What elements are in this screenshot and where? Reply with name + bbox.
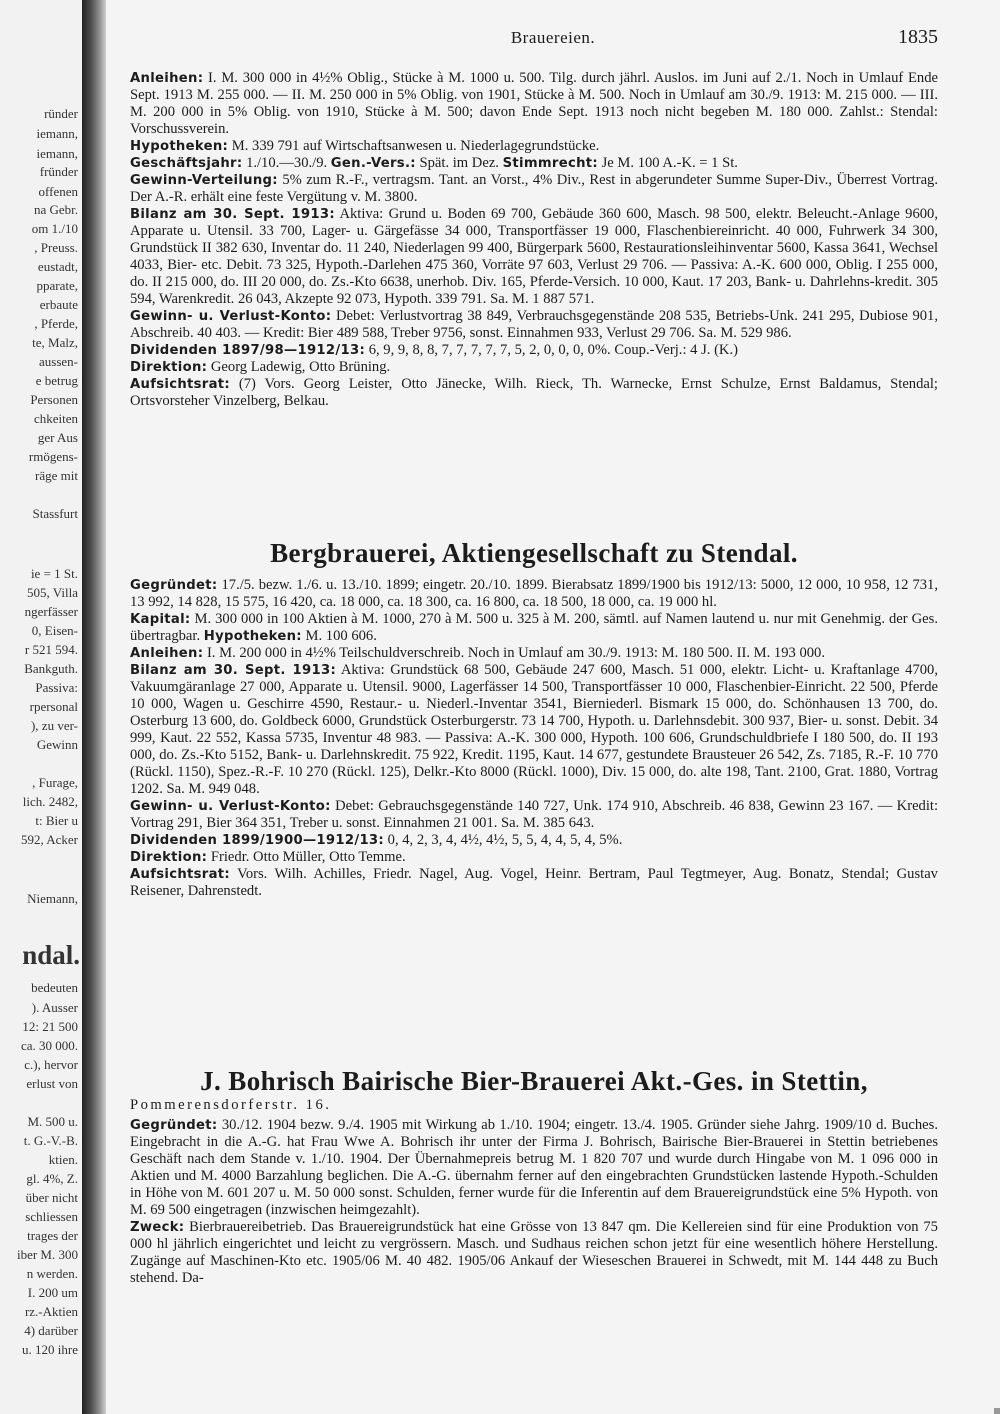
section-bergbrauerei-stendal [130, 538, 938, 900]
text-genvers: Spät. im Dez. [419, 155, 499, 171]
facing-page-text-fragment: rz.-Aktien [24, 1304, 78, 1319]
facing-page-text-fragment: , Furage, [32, 775, 78, 790]
facing-page-text-fragment: rmögens- [28, 449, 78, 464]
facing-page-text-fragment: trages der [27, 1228, 78, 1243]
running-head [106, 28, 1000, 52]
facing-page-text-fragment: , Pferde, [34, 316, 78, 331]
text-direktion: Georg Ladewig, Otto Brüning. [210, 359, 391, 375]
text-dividenden: 6, 9, 9, 8, 8, 7, 7, 7, 7, 7, 5, 2, 0, 0, 0, 0%. Coup.-Verj.: 4 J. (K.) [368, 342, 738, 358]
label-gegruendet: Gegründet: [130, 578, 218, 593]
label-hypotheken: Hypotheken: [130, 139, 229, 154]
text-hypotheken: M. 339 791 auf Wirtschaftsanwesen u. Niederlagegrundstücke. [231, 138, 600, 154]
entry-anleihen [130, 70, 938, 138]
text-gegruendet-3: 30./12. 1904 bezw. 9./4. 1905 mit Wirkung ab 1./10. 1904; eingetr. 13./4. 1905. Gründer siehe Jahrg. 1909/10 d. Buches. Eingebracht in die A.-G. hat Frau Wwe A. Bohrisch ihr unter der Firma J. Bohrisch, Bairische Bier-Brauerei in Stettin betriebenes Geschäft nach dem Stande v. 1./10. 1904. Der Übernahmepreis betrug M. 1 820 707 und wurde durch Hingabe von M. 1 096 000 in Aktien und M. 4000 Barzahlung beglichen. Die A.-G. übernahm ferner auf den eingebrachten Grundstücken lastende Hypoth.-Schulden in Höhe von M. 601 207 u. M. 50 000 sonst. Schulden, ferner wurde für die Inferentin auf dem Brauereigrundstück eine 5% Hypoth. von M. 69 500 eingetragen (inzwischen heimgezahlt). [130, 1117, 938, 1218]
facing-page-text-fragment: e betrug [35, 373, 78, 388]
facing-page-text-fragment: fründer [39, 164, 78, 179]
label-bilanz-2: Bilanz am 30. Sept. 1913: [130, 663, 337, 678]
facing-page-text-fragment: räge mit [35, 468, 78, 483]
facing-page-text-fragment: ndal. [22, 940, 80, 970]
text-aufsichtsrat: (7) Vors. Georg Leister, Otto Jänecke, Wilh. Rieck, Th. Warnecke, Ernst Schulze, Ernst Baldamus, Stendal; Ortsvorsteher Vinzelberg, Belkau. [130, 376, 938, 409]
company-title-bergbrauerei: Bergbrauerei, Aktiengesellschaft zu Stendal. [270, 538, 798, 568]
facing-page-text-fragment: 592, Acker [20, 832, 78, 847]
text-guv: Debet: Verlustvortrag 38 849, Verbrauchsgegenstände 208 535, Betriebs-Unk. 241 295, Dubiose 901, Abschreib. 40 403. — Kredit: Bier 489 588, Treber 9756, sonst. Einnahmen 933, Verlust 29 706. Sa. M. 529 986. [130, 308, 938, 341]
book-gutter [82, 0, 106, 1414]
document-page [106, 0, 1000, 1414]
label-genvers: Gen.-Vers.: [330, 156, 416, 171]
facing-page-text-fragment: ca. 30 000. [20, 1038, 78, 1053]
entry-direktion [130, 359, 938, 376]
facing-page-text-fragment: rpersonal [29, 699, 78, 714]
facing-page-text-fragment: 12: 21 500 [22, 1019, 78, 1034]
label-gegruendet-3: Gegründet: [130, 1118, 218, 1133]
facing-page-text-fragment: schliessen [25, 1209, 78, 1224]
page-corner-mark [994, 1408, 1000, 1414]
facing-page-text-fragment: ründer [44, 106, 78, 121]
section-bohrisch-stettin [130, 1066, 938, 1287]
entry-dividenden-2 [130, 832, 938, 849]
text-direktion-2: Friedr. Otto Müller, Otto Temme. [210, 849, 406, 865]
text-dividenden-2: 0, 4, 2, 3, 4, 4½, 4½, 5, 5, 4, 4, 5, 4, 5%. [387, 832, 623, 848]
facing-page-text-fragment: offenen [38, 184, 78, 199]
label-direktion: Direktion: [130, 360, 208, 375]
label-anleihen-2: Anleihen: [130, 646, 204, 661]
facing-page-text-fragment: erbaute [39, 297, 78, 312]
label-guv: Gewinn- u. Verlust-Konto: [130, 309, 332, 324]
section-previous-company [130, 70, 938, 410]
facing-page-text-fragment: 505, Villa [27, 585, 78, 600]
facing-page-fragment [0, 0, 82, 1414]
facing-page-text-fragment: Passiva: [35, 680, 78, 695]
company-address: Pommerensdorferstr. 16. [130, 1097, 332, 1113]
facing-page-text-fragment: gl. 4%, Z. [26, 1171, 78, 1186]
facing-page-text-fragment: te, Malz, [32, 335, 78, 350]
facing-page-text-fragment: iemann, [36, 146, 78, 161]
facing-page-text-fragment: , Preuss. [34, 240, 78, 255]
entry-bilanz-2 [130, 662, 938, 798]
facing-page-text-fragment: bedeuten [31, 980, 78, 995]
text-aufsichtsrat-2: Vors. Wilh. Achilles, Friedr. Nagel, Aug. Vogel, Heinr. Bertram, Paul Tegtmeyer, Aug. Bonatz, Stendal; Gustav Reisener, Dahrenstedt. [130, 866, 938, 899]
facing-page-text-fragment: über nicht [25, 1190, 78, 1205]
entry-anleihen-2 [130, 645, 938, 662]
text-anleihen: I. M. 300 000 in 4½% Oblig., Stücke à M. 1000 u. 500. Tilg. durch jährl. Auslos. im Juni auf 2./1. Noch in Umlauf Ende Sept. 1913 M. 255 000. — II. M. 250 000 in 5% Oblig. von 1901, Stücke à M. 500. Noch in Umlauf am 30./9. 1913: M. 215 000. — III. M. 200 000 in 5% Oblig. von 1910, Stücke à M. 500; davon Ende Sept. 1913 noch nicht begeben M. 180 000. Zahlst.: Stendal: Vorschussverein. [130, 70, 938, 137]
facing-page-text-fragment: om 1./10 [31, 221, 78, 236]
label-geschaeftsjahr: Geschäftsjahr: [130, 156, 243, 171]
entry-aufsichtsrat [130, 376, 938, 410]
text-zweck: Bierbrauereibetrieb. Das Brauereigrundstück hat eine Grösse von 13 847 qm. Die Kellereien sind für eine Produktion von 75 000 hl jährlich eingerichtet und leicht zu vergrössern. Masch. und Sudhaus reichen schon jetzt für eine wesentlich höhere Herstellung. Zugänge auf Maschinen-Kto etc. 1905/06 M. 40 482. 1905/06 Ankauf der Wieseschen Brauerei in Schwedt, mit M. 144 448 zu Buch stehend. Da- [130, 1219, 938, 1286]
text-bilanz: Aktiva: Grund u. Boden 69 700, Gebäude 360 600, Masch. 98 500, elektr. Beleucht.-Anlage 9600, Apparate u. Utensil. 33 700, Lager- u. Gärgefässe 34 000, Transportfässer 19 000, Flaschenbiereinricht. 40 000, Fuhrwerk 34 300, Grundstück II 382 630, Inventar do. 11 240, Niederlagen 99 400, Bürgerpark 5600, Restaurationsleihinventar 5600, Kassa 3641, Wechsel 4033, Bier- etc. Debit. 73 325, Hypoth.-Darlehen 475 360, Vorräte 97 603, Verlust 29 706. — Passiva: A.-K. 600 000, Oblig. I 255 000, do. II 215 000, do. III 20 000, do. Zs.-Kto 6638, unerhob. Div. 165, Pferde-Versich. 10 000, Kaut. 17 203, Bank- u. Dahrlehns-kredit. 305 594, Warenkredit. 26 043, Akzepte 92 073, Hypoth. 339 791. Sa. M. 1 887 571. [130, 206, 938, 307]
text-bilanz-2: Aktiva: Grundstück 68 500, Gebäude 247 600, Masch. 51 000, elektr. Licht- u. Kraftanlage 4700, Vakuumgäranlage 27 000, Apparate u. Utensil. 9000, Lagerfässer 14 500, Transportfässer 10 000, Flaschenbier-Einricht. 22 500, Pferde 10 000, Wagen u. Geschirre 4590, Restaur.- u. Niederl.-Inventar 3541, Bierniederl. Bismark 15 000, do. Schönhausen 13 700, do. Osterburg 13 600, do. Goldbeck 6000, Grundstück Osterburgerstr. 73 14 700, Hypoth. u. Darlehnsdebit. 300 937, Bier- u. sonst. Debit. 34 999, Kaut. 22 552, Kassa 5735, Inventur 48 983. — Passiva: A.-K. 300 000, Hypoth. 100 606, Grundschuldbriefe I 180 500, do. II 193 000, do. Zs.-Kto 5152, Bank- u. Darlehnskredit. 75 922, Kredit. 1195, Kaut. 14 677, gestundete Brausteuer 26 542, Zs. 7185, R.-F. 10 770 (Rückl. 1150), Spez.-R.-F. 10 270 (Rückl. 125), Delkr.-Kto 8000 (Rückl. 1000), Div. 15 000, do. alte 198, Tant. 2100, Grat. 1880, Vortrag 1202. Sa. M. 949 048. [130, 662, 938, 797]
entry-kapital [130, 611, 938, 645]
label-aufsichtsrat-2: Aufsichtsrat: [130, 867, 230, 882]
label-hypotheken-2: Hypotheken: [203, 629, 302, 644]
facing-page-text-fragment: n werden. [26, 1266, 78, 1281]
facing-page-text-fragment: 0, Eisen- [31, 623, 78, 638]
page-number: 1835 [898, 26, 938, 48]
facing-page-text-fragment: Bankguth. [24, 661, 78, 676]
label-bilanz: Bilanz am 30. Sept. 1913: [130, 207, 335, 222]
text-hypotheken-2: M. 100 606. [305, 628, 377, 644]
company-title-bohrisch: J. Bohrisch Bairische Bier-Brauerei Akt.-Ges. in Stettin, [200, 1066, 868, 1096]
entry-guv [130, 308, 938, 342]
entry-bilanz [130, 206, 938, 308]
facing-page-text-fragment: ger Aus [37, 430, 78, 445]
label-direktion-2: Direktion: [130, 850, 208, 865]
facing-page-text-fragment: lich. 2482, [22, 794, 78, 809]
entry-gewinnverteilung [130, 172, 938, 206]
text-gewinnverteilung: 5% zum R.-F., vertragsm. Tant. an Vorst., 4% Div., Rest in abgerundeter Summe Super-Div., Überrest Vortrag. Der A.-R. erhält eine feste Vergütung v. M. 3800. [130, 172, 938, 205]
facing-page-text-fragment: ie = 1 St. [30, 566, 78, 581]
label-dividenden: Dividenden 1897/98—1912/13: [130, 343, 366, 358]
text-guv-2: Debet: Gebrauchsgegenstände 140 727, Unk. 174 910, Abschreib. 46 838, Gewinn 23 167. — Kredit: Vortrag 291, Bier 364 351, Treber u. sonst. Einnahmen 21 001. Sa. M. 385 643. [130, 798, 939, 831]
text-kapital: M. 300 000 in 100 Aktien à M. 1000, 270 à M. 500 u. 325 à M. 200, sämtl. auf Namen lautend u. nur mit Genehmig. der Ges. übertragbar. [130, 611, 938, 644]
facing-page-text-fragment: c.), hervor [24, 1057, 78, 1072]
entry-gegruendet-3 [130, 1117, 938, 1219]
label-guv-2: Gewinn- u. Verlust-Konto: [130, 799, 331, 814]
facing-page-text-fragment: ktien. [48, 1152, 78, 1167]
label-zweck: Zweck: [130, 1220, 185, 1235]
facing-page-text-fragment: u. 120 ihre [22, 1342, 78, 1357]
label-dividenden-2: Dividenden 1899/1900—1912/13: [130, 833, 384, 848]
facing-page-text-fragment: M. 500 u. [27, 1114, 78, 1129]
facing-page-text-fragment: erlust von [26, 1076, 78, 1091]
entry-gegruendet [130, 577, 938, 611]
label-stimmrecht: Stimmrecht: [502, 156, 598, 171]
entry-aufsichtsrat-2 [130, 866, 938, 900]
facing-page-text-fragment: t. G.-V.-B. [23, 1133, 78, 1148]
text-geschaeftsjahr: 1./10.—30./9. [246, 155, 328, 171]
text-stimmrecht: Je M. 100 A.-K. = 1 St. [601, 155, 738, 171]
entry-dividenden [130, 342, 938, 359]
text-gegruendet: 17./5. bezw. 1./6. u. 13./10. 1899; eingetr. 20./10. 1899. Bierabsatz 1899/1900 bis 1912/13: 5000, 12 000, 10 958, 12 731, 13 992, 14 828, 15 575, 16 420, ca. 18 000, ca. 18 300, ca. 16 800, ca. 18 500, 18 000, ca. 19 000 hl. [130, 577, 938, 610]
facing-page-text-fragment: na Gebr. [33, 202, 78, 217]
facing-page-text-fragment: Personen [30, 392, 78, 407]
facing-page-text-fragment: r 521 594. [24, 642, 78, 657]
facing-page-text-fragment: ), zu ver- [30, 718, 78, 733]
label-kapital: Kapital: [130, 612, 191, 627]
entry-geschaeftsjahr [130, 155, 938, 172]
facing-page-text-fragment: t: Bier u [35, 813, 78, 828]
facing-page-text-fragment: iemann, [36, 126, 78, 141]
text-anleihen-2: I. M. 200 000 in 4½% Teilschuldverschreib. Noch in Umlauf am 30./9. 1913: M. 180 500. II. M. 193 000. [206, 645, 825, 661]
label-aufsichtsrat: Aufsichtsrat: [130, 377, 230, 392]
facing-page-text-fragment: eustadt, [37, 259, 78, 274]
label-gewinnverteilung: Gewinn-Verteilung: [130, 173, 278, 188]
facing-page-text-fragment: 4) darüber [24, 1323, 78, 1338]
entry-guv-2 [130, 798, 938, 832]
facing-page-text-fragment: I. 200 um [27, 1285, 78, 1300]
entry-zweck [130, 1219, 938, 1287]
facing-page-text-fragment: ). Ausser [31, 1000, 78, 1015]
facing-page-text-fragment: aussen- [39, 354, 78, 369]
facing-page-text-fragment: ngerfässer [24, 604, 78, 619]
facing-page-text-fragment: pparate, [36, 278, 78, 293]
label-anleihen: Anleihen: [130, 71, 204, 86]
entry-hypotheken [130, 138, 938, 155]
entry-direktion-2 [130, 849, 938, 866]
facing-page-text-fragment: chkeiten [33, 411, 78, 426]
running-head-title: Brauereien. [510, 28, 596, 47]
facing-page-text-fragment: Stassfurt [32, 506, 78, 521]
facing-page-text-fragment: Gewinn [36, 737, 78, 752]
facing-page-text-fragment: Niemann, [27, 891, 78, 906]
facing-page-text-fragment: iber M. 300 [16, 1247, 78, 1262]
